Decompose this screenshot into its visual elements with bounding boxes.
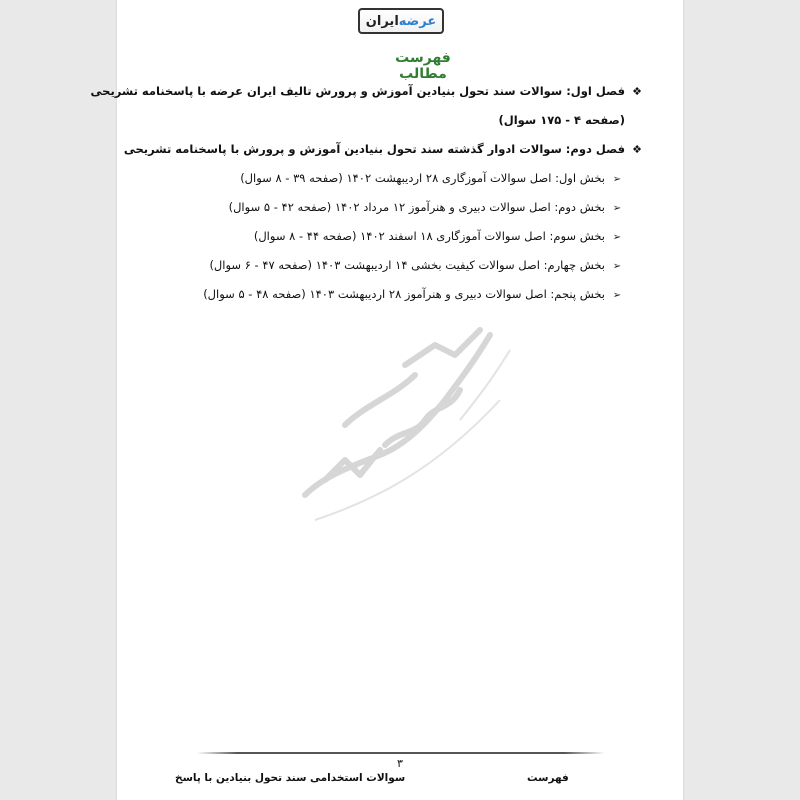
section-3-title: بخش سوم: اصل سوالات آموزگاری ۱۸ اسفند ۱۴۰۲ (صفحه ۴۴ - ۸ سوال) bbox=[253, 229, 605, 243]
toc-section-5[interactable] bbox=[203, 287, 625, 301]
diamond-bullet-icon: ❖ bbox=[632, 85, 642, 98]
logo-text-b: عرضه bbox=[398, 13, 437, 29]
chapter-2-title: فصل دوم: سوالات ادوار گذشته سند تحول بنیادین آموزش و پرورش با پاسخنامه تشریحی bbox=[123, 142, 625, 156]
section-2-title: بخش دوم: اصل سوالات دبیری و هنرآموز ۱۲ مرداد ۱۴۰۲ (صفحه ۴۲ - ۵ سوال) bbox=[228, 200, 605, 214]
section-4-title: بخش چهارم: اصل سوالات کیفیت بخشی ۱۴ اردیبهشت ۱۴۰۳ (صفحه ۴۷ - ۶ سوال) bbox=[209, 258, 605, 272]
section-5-title: بخش پنجم: اصل سوالات دبیری و هنرآموز ۲۸ اردیبهشت ۱۴۰۳ (صفحه ۴۸ - ۵ سوال) bbox=[203, 287, 605, 301]
arrow-bullet-icon: ➢ bbox=[612, 203, 622, 214]
toc-chapter-1[interactable] bbox=[91, 84, 645, 98]
arrow-bullet-icon: ➢ bbox=[612, 261, 622, 272]
arrow-bullet-icon: ➢ bbox=[612, 232, 622, 243]
chapter-1-title: فصل اول: سوالات سند تحول بنیادین آموزش و پرورش تالیف ایران عرضه با پاسخنامه تشریحی bbox=[90, 84, 625, 98]
footer-divider bbox=[197, 752, 605, 754]
arrow-bullet-icon: ➢ bbox=[612, 290, 622, 301]
brand-logo bbox=[358, 8, 444, 34]
diamond-bullet-icon: ❖ bbox=[632, 143, 642, 156]
arrow-bullet-icon: ➢ bbox=[612, 174, 622, 185]
footer-book-title: سوالات استخدامی سند تحول بنیادین با پاسخ bbox=[175, 772, 406, 784]
page-number: ۳ bbox=[397, 757, 403, 770]
toc-chapter-2[interactable] bbox=[124, 142, 645, 156]
toc-section-2[interactable] bbox=[229, 200, 625, 214]
section-1-title: بخش اول: اصل سوالات آموزگاری ۲۸ اردیبهشت ۱۴۰۲ (صفحه ۳۹ - ۸ سوال) bbox=[240, 171, 605, 185]
toc-section-3[interactable] bbox=[254, 229, 625, 243]
toc-section-4[interactable] bbox=[209, 258, 625, 272]
toc-title: فهرست مطالب bbox=[395, 50, 451, 82]
logo-text-a: ایران bbox=[365, 13, 399, 29]
toc-chapter-1-pages bbox=[499, 113, 626, 127]
toc-section-1[interactable] bbox=[240, 171, 625, 185]
footer-section-name: فهرست bbox=[527, 772, 569, 784]
chapter-1-page-info: (صفحه ۴ - ۱۷۵ سوال) bbox=[498, 113, 625, 127]
